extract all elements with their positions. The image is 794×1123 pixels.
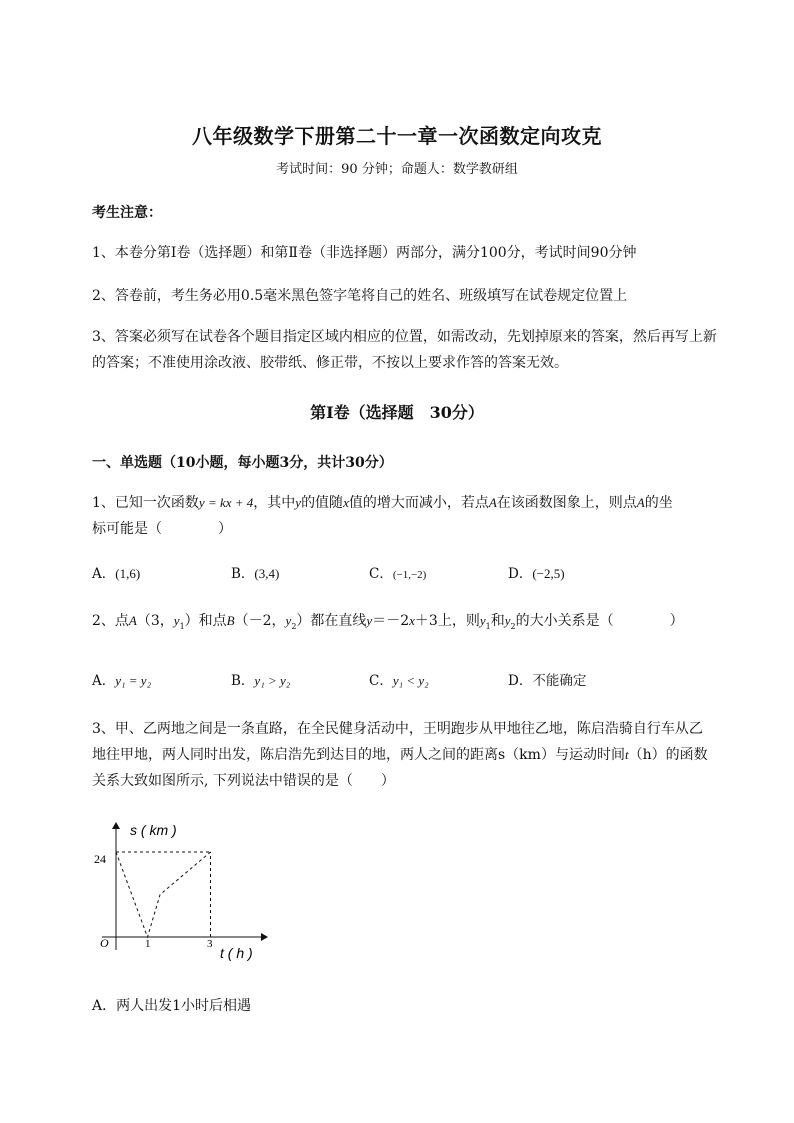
q1-option-a[interactable]: A．(1,6) bbox=[92, 566, 141, 582]
q1-text: 的值随 bbox=[301, 495, 344, 511]
q1-option-b[interactable]: B．(3,4) bbox=[231, 566, 280, 582]
section-title: 第Ⅰ卷（选择题 30分） bbox=[310, 403, 484, 422]
question-1-stem-cont: 标可能是（ ） bbox=[92, 521, 232, 537]
q1-text: ，其中 bbox=[253, 495, 296, 511]
q2-option-d[interactable]: D．不能确定 bbox=[508, 673, 587, 689]
notice-item-2: 2、答卷前，考生务必用0.5毫米黑色签字笔将自己的姓名、班级填写在试卷规定位置上 bbox=[92, 288, 628, 304]
question-1-stem bbox=[92, 492, 673, 512]
distance-time-graph bbox=[92, 815, 292, 965]
question-3-line-1: 3、甲、乙两地之间是一条直路，在全民健身活动中，王明跑步从甲地往乙地，陈启浩骑自行车从乙 bbox=[92, 721, 703, 737]
q1-option-c[interactable]: C．(−1,−2) bbox=[369, 566, 427, 582]
x-tick-3: 3 bbox=[207, 938, 213, 950]
q2-option-a[interactable]: A．y₁ = y₂ bbox=[92, 673, 152, 689]
notice-item-3: 3、答案必须写在试卷各个题目指定区域内相应的位置，如需改动，先划掉原来的答案，然后再写上新 bbox=[92, 329, 717, 345]
x-axis-label: t ( h ) bbox=[220, 945, 253, 961]
question-3-line-2: 地往甲地，两人同时出发，陈启浩先到达目的地，两人之间的距离s（km）与运动时间t（h）的函数 bbox=[92, 747, 708, 763]
part-heading: 一、单选题（10小题，每小题3分，共计30分） bbox=[92, 455, 393, 471]
q1-function: y = kx + 4 bbox=[198, 495, 254, 510]
y-tick-24: 24 bbox=[94, 852, 106, 866]
q2-option-b[interactable]: B．y₁ > y₂ bbox=[231, 673, 291, 689]
q1-var: y bbox=[295, 495, 302, 510]
q3-option-a[interactable]: A．两人出发1小时后相遇 bbox=[92, 998, 252, 1014]
origin-label: O bbox=[100, 936, 109, 950]
q1-var: x bbox=[343, 495, 349, 510]
notice-item-3-cont: 的答案；不准使用涂改液、胶带纸、修正带，不按以上要求作答的答案无效。 bbox=[92, 355, 568, 371]
question-2-stem: 2、点A（3，$y_1$）和点B（－2，$y_2$）都在直线y＝－2x＋3上，则$y_1$和$y_2$的大小关系是（ ） bbox=[92, 613, 684, 631]
series-line bbox=[116, 852, 211, 937]
q1-text: 1、已知一次函数 bbox=[92, 495, 199, 511]
y-axis-label: s ( km ) bbox=[130, 822, 177, 838]
q1-var: A bbox=[488, 495, 497, 510]
q1-text: 的坐 bbox=[644, 495, 673, 511]
question-3-line-3: 关系大致如图所示, 下列说法中错误的是（ ） bbox=[92, 773, 395, 789]
x-tick-1: 1 bbox=[145, 938, 151, 950]
exam-info: 考试时间：90 分钟；命题人：数学教研组 bbox=[276, 162, 518, 177]
page-title: 八年级数学下册第二十一章一次函数定向攻克 bbox=[192, 124, 602, 148]
q1-option-d[interactable]: D．(−2,5) bbox=[508, 566, 565, 582]
q1-text: 值的增大而减小，若点 bbox=[348, 495, 489, 511]
notice-heading: 考生注意： bbox=[92, 205, 162, 221]
q2-option-c[interactable]: C．y₁ < y₂ bbox=[369, 673, 429, 689]
q1-var: A bbox=[636, 495, 645, 510]
q1-text: 在该函数图象上，则点 bbox=[496, 495, 637, 511]
notice-item-1: 1、本卷分第Ⅰ卷（选择题）和第Ⅱ卷（非选择题）两部分，满分100分，考试时间90分钟 bbox=[92, 245, 637, 261]
